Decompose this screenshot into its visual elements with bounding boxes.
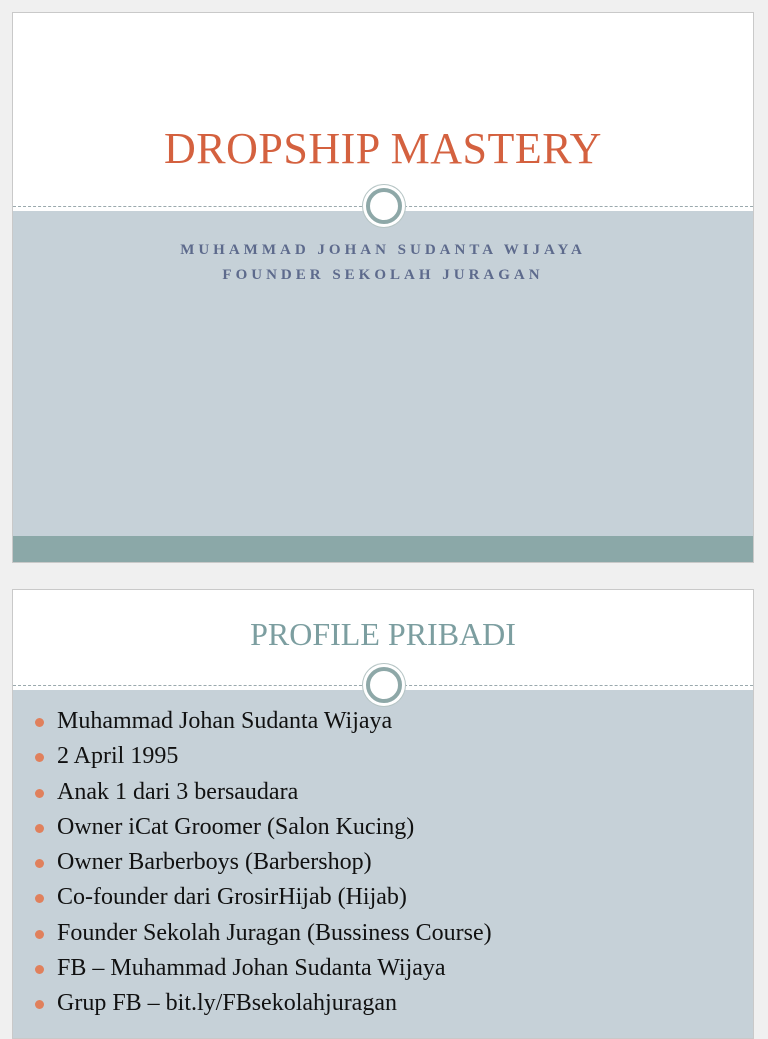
list-item-text: Co-founder dari GrosirHijab (Hijab) — [57, 884, 407, 911]
list-item-text: Owner Barberboys (Barbershop) — [57, 849, 372, 876]
presenter-role: FOUNDER SEKOLAH JURAGAN — [222, 267, 544, 283]
slide-profile — [12, 589, 754, 1039]
bullet-icon — [35, 753, 44, 762]
list-item-text: Grup FB – bit.ly/FBsekolahjuragan — [57, 990, 397, 1017]
bullet-icon — [35, 1000, 44, 1009]
list-item — [35, 880, 492, 915]
list-item — [35, 704, 492, 739]
list-item — [35, 845, 492, 880]
list-item — [35, 739, 492, 774]
list-item-text: FB – Muhammad Johan Sudanta Wijaya — [57, 955, 446, 982]
bullet-icon — [35, 930, 44, 939]
list-item — [35, 986, 492, 1021]
profile-bullet-list — [35, 704, 492, 1022]
circle-ornament-icon — [366, 667, 402, 703]
footer-bar — [13, 536, 753, 562]
list-item-text: Owner iCat Groomer (Salon Kucing) — [57, 813, 415, 840]
slide-title — [12, 12, 754, 563]
list-item — [35, 810, 492, 845]
list-item — [35, 775, 492, 810]
bullet-icon — [35, 894, 44, 903]
presentation-title: DROPSHIP MASTERY — [164, 124, 602, 173]
slide-heading: PROFILE PRIBADI — [250, 616, 516, 652]
subtitle-area — [13, 211, 753, 562]
bullet-icon — [35, 965, 44, 974]
list-item-text: Founder Sekolah Juragan (Bussiness Course) — [57, 919, 492, 946]
list-item — [35, 951, 492, 986]
title-area — [13, 13, 753, 205]
bullet-icon — [35, 824, 44, 833]
presenter-name: MUHAMMAD JOHAN SUDANTA WIJAYA — [180, 242, 586, 258]
list-item-text: Muhammad Johan Sudanta Wijaya — [57, 708, 393, 734]
list-item-text: 2 April 1995 — [57, 743, 179, 770]
list-item — [35, 916, 492, 951]
bullet-icon — [35, 718, 44, 727]
list-item-text: Anak 1 dari 3 bersaudara — [57, 778, 299, 805]
circle-ornament-icon — [366, 188, 402, 224]
bullet-icon — [35, 789, 44, 798]
bullet-icon — [35, 859, 44, 868]
